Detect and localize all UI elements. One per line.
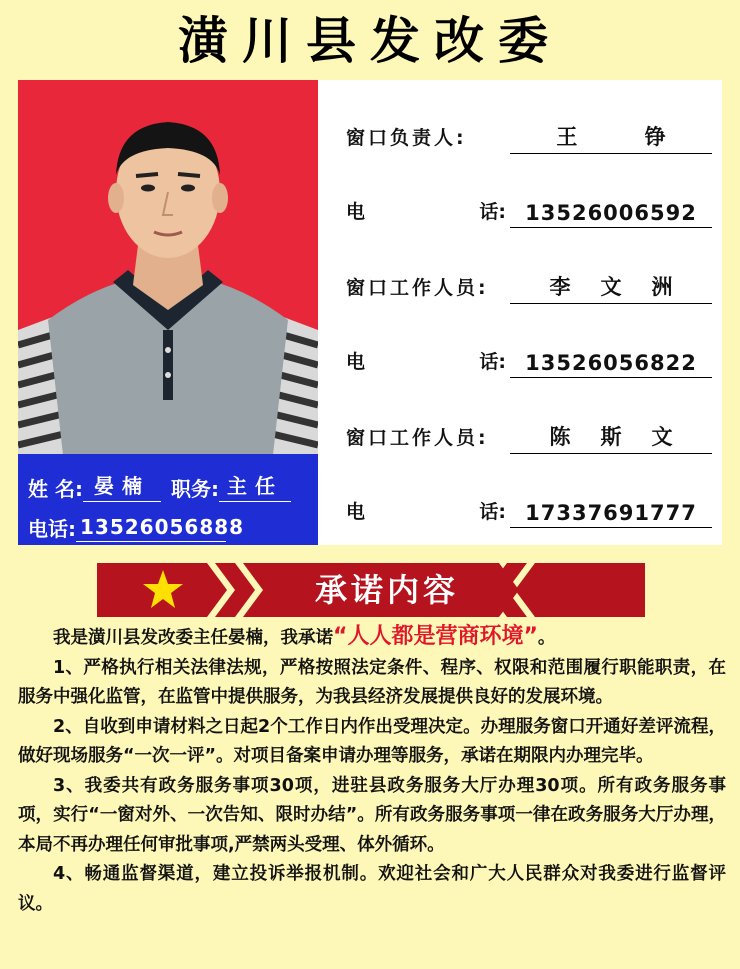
contact-row-phone (346, 188, 712, 228)
director-phone-line (28, 502, 308, 542)
manager-name: 王 铮 (510, 121, 712, 154)
manager-phone: 13526006592 (510, 201, 712, 228)
commitment-intro: 我是潢川县发改委主任晏楠，我承诺“人人都是营商环境”。 (53, 624, 556, 649)
director-position-label: 职务: (170, 477, 219, 501)
staff-phone: 17337691777 (510, 501, 712, 528)
director-portrait (18, 80, 318, 455)
director-phone: 13526056888 (76, 515, 226, 542)
staff-name: 陈斯文 (510, 421, 712, 454)
commitment-item: 3、我委共有政务服务事项30项，进驻县政务服务大厅办理30项。所有政务服务事项，实行“一窗对外、一次告知、限时办结”。所有政务服务事项一律在政务服务大厅办理，本局不再办理任何审批事项,严禁两头受理、体外循环。 (18, 775, 726, 855)
director-name-line (28, 462, 308, 502)
contact-row-staff (346, 264, 712, 304)
commitment-item: 2、自收到申请材料之日起2个工作日内作出受理决定。办理服务窗口开通好差评流程，做好现场服务“一次一评”。对项目备案申请办理等服务，承诺在期限内办理完毕。 (18, 716, 726, 766)
contact-label: 电 话: (346, 201, 506, 223)
contact-row-phone (346, 338, 712, 378)
commitment-banner (97, 563, 645, 617)
contact-label: 窗口工作人员: (346, 277, 489, 299)
contact-label: 电 话: (346, 351, 506, 373)
page-title: 潢川县发改委 (178, 12, 562, 70)
commitment-item: 4、畅通监督渠道，建立投诉举报机制。欢迎社会和广大人民群众对我委进行监督评议。 (18, 864, 726, 914)
contact-label: 窗口负责人: (346, 127, 467, 149)
director-info-box (18, 454, 318, 545)
contact-label: 电 话: (346, 501, 506, 523)
window-contacts-card (318, 80, 722, 545)
director-photo-panel (18, 80, 318, 545)
staff-name: 李文洲 (510, 271, 712, 304)
director-position: 主任 (219, 470, 291, 502)
contact-row-manager (346, 114, 712, 154)
commitment-item: 1、严格执行相关法律法规，严格按照法定条件、程序、权限和范围履行职能职责，在服务中强化监管，在监管中提供服务，为我县经济发展提供良好的发展环境。 (18, 657, 726, 707)
director-phone-label: 电话: (28, 517, 76, 541)
banner-title: 承诺内容 (314, 571, 459, 609)
director-name-label: 姓 名: (28, 477, 83, 501)
staff-phone: 13526056822 (510, 351, 712, 378)
commitment-text (18, 622, 726, 919)
contact-row-phone (346, 488, 712, 528)
director-name: 晏楠 (83, 470, 161, 502)
contact-row-staff (346, 414, 712, 454)
contact-label: 窗口工作人员: (346, 427, 489, 449)
slogan: “人人都是营商环境” (333, 624, 538, 649)
